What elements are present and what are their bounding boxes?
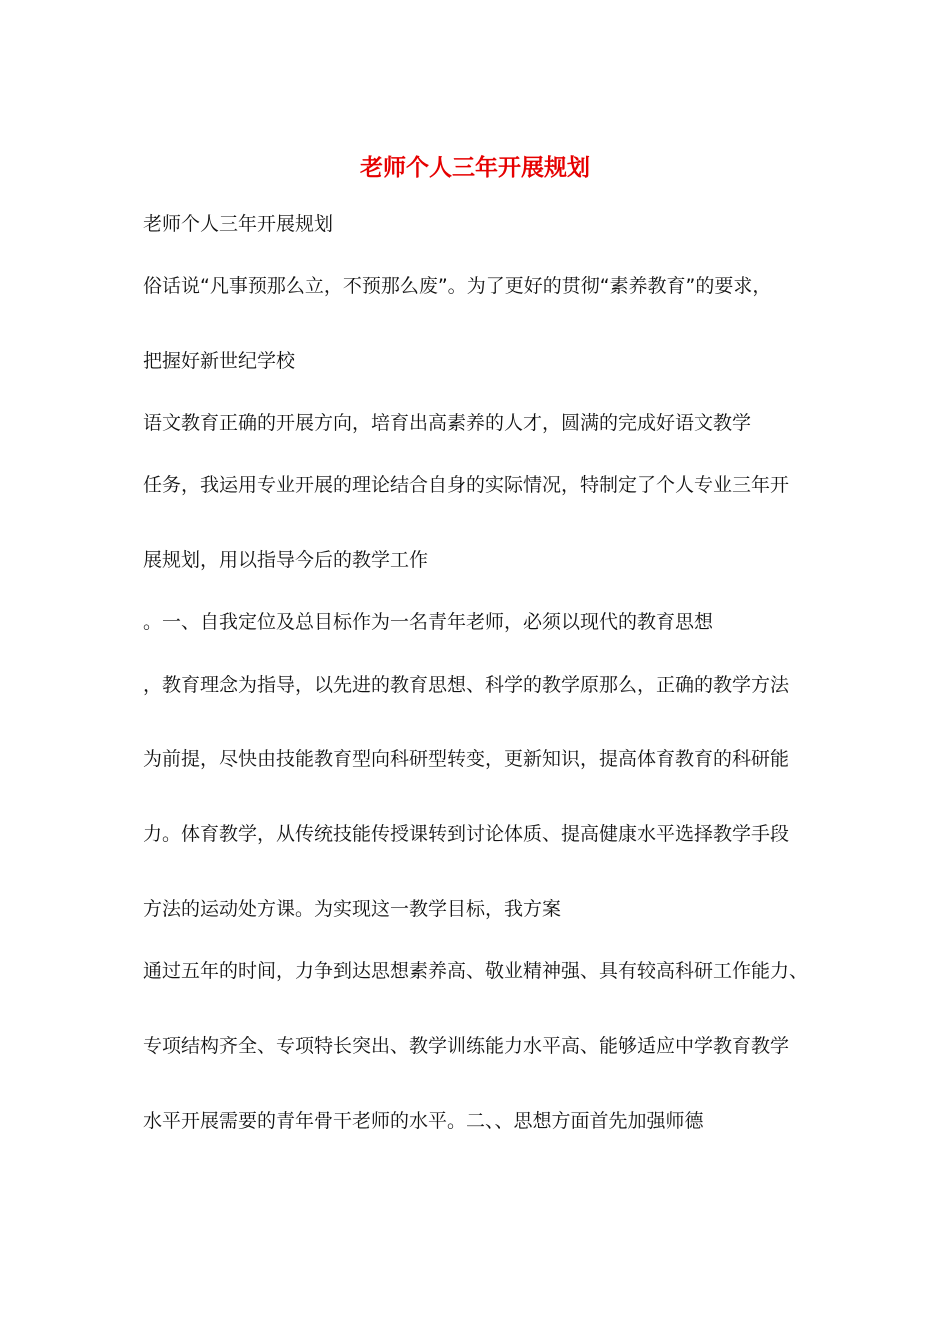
paragraph-line: 任务，我运用专业开展的理论结合自身的实际情况，特制定了个人专业三年开 [143,474,790,496]
paragraph-line: 把握好新世纪学校 [143,350,296,372]
paragraph-line: 方法的运动处方课。为实现这一教学目标，我方案 [143,898,562,920]
paragraph-line: 俗话说“凡事预那么立，不预那么废”。为了更好的贯彻“素养教育”的要求， [143,275,772,297]
paragraph-line: 为前提，尽快由技能教育型向科研型转变，更新知识，提高体育教育的科研能 [143,748,790,770]
document-title: 老师个人三年开展规划 [360,154,590,181]
paragraph-line: 通过五年的时间，力争到达思想素养高、敬业精神强、具有较高科研工作能力、 [143,960,809,982]
paragraph-line: 专项结构齐全、专项特长突出、教学训练能力水平高、能够适应中学教育教学 [143,1035,790,1057]
paragraph-line: 语文教育正确的开展方向，培育出高素养的人才，圆满的完成好语文教学 [143,412,752,434]
paragraph-line: 水平开展需要的青年骨干老师的水平。二、、思想方面首先加强师德 [143,1110,704,1132]
paragraph-line: ，教育理念为指导，以先进的教育思想、科学的教学原那么，正确的教学方法 [143,674,790,696]
paragraph-line: 力。体育教学，从传统技能传授课转到讨论体质、提高健康水平选择教学手段 [143,823,790,845]
paragraph-line: 。一、自我定位及总目标作为一名青年老师，必须以现代的教育思想 [143,611,714,633]
paragraph-line: 老师个人三年开展规划 [143,213,334,235]
paragraph-line: 展规划，用以指导今后的教学工作 [143,549,429,571]
